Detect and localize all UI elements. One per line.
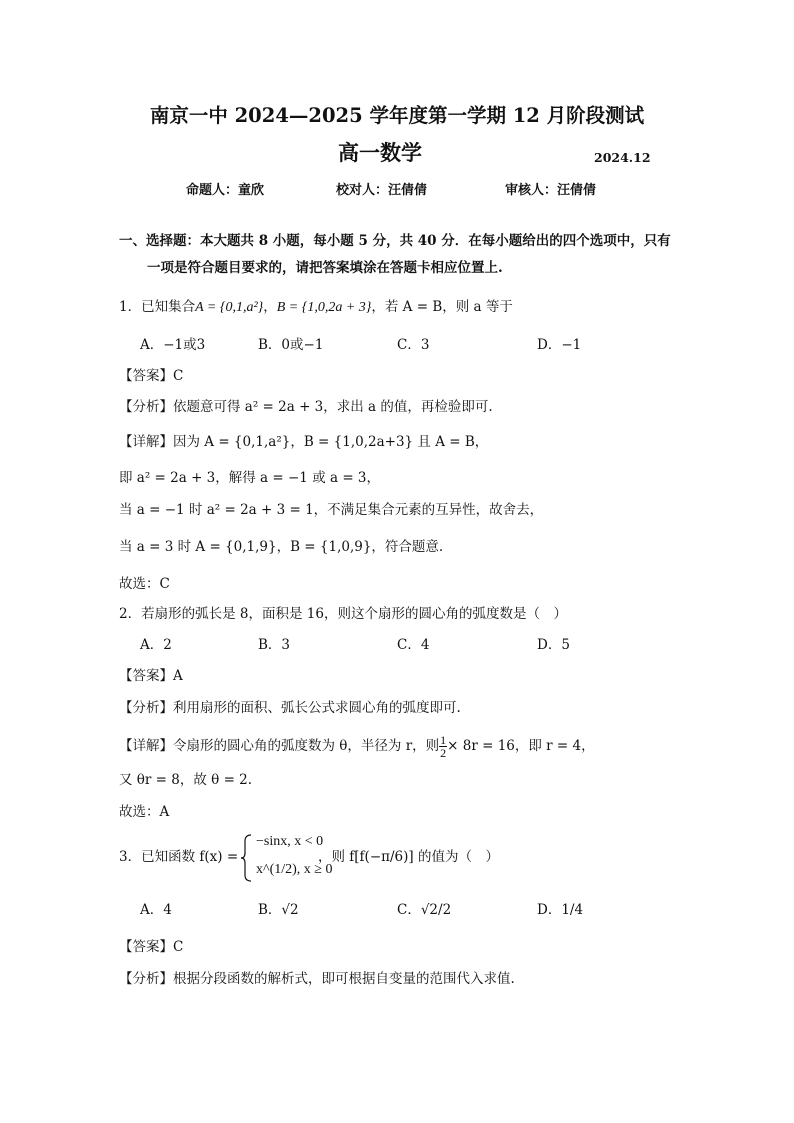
q1-set-a: A = {0,1,a²} [195,300,264,315]
q3-stem-prefix: 3．已知函数 f(x) = [119,849,239,865]
q1-option-d: D．−1 [537,337,582,353]
q2-analysis: 【分析】利用扇形的面积、弧长公式求圆心角的弧度即可. [119,700,461,716]
exam-date: 2024.12 [594,150,651,165]
q2-choice: 故选：A [119,804,170,820]
q3-option-c: C．√2/2 [397,902,452,918]
q3-piece-2: x^(1/2), x ≥ 0 [256,862,333,877]
q3-option-b: B．√2 [258,902,299,918]
q1-detail-2: 即 a² = 2a + 3，解得 a = −1 或 a = 3， [119,470,381,486]
q1-stem-prefix: 1．已知集合 [119,299,196,315]
q1-detail-4: 当 a = 3 时 A = {0,1,9}，B = {1,0,9}，符合题意. [119,539,444,555]
q2-stem: 2．若扇形的弧长是 8，面积是 16，则这个扇形的圆心角的弧度数是（ ） [119,606,567,622]
exam-subtitle: 高一数学 [338,140,422,165]
q1-sep: ， [263,299,277,315]
q2-detail-1 [119,734,595,759]
author-label: 命题人：童欣 [186,183,265,198]
q1-detail-3: 当 a = −1 时 a² = 2a + 3 = 1，不满足集合元素的互异性，故舍去， [119,502,544,518]
q1-stem [119,297,513,318]
q1-detail-1: 【详解】因为 A = {0,1,a²}，B = {1,0,2a+3} 且 A = B， [119,434,489,450]
q3-stem-mid: ，则 f[f(−π/6)] 的值为（ ） [318,849,499,865]
one-half-fraction: $\frac{1}{2}$ [440,733,447,760]
q1-analysis: 【分析】依题意可得 a² = 2a + 3，求出 a 的值，再检验即可. [119,399,493,415]
section-heading-line1: 一、选择题：本大题共 8 小题，每小题 5 分，共 40 分．在每小题给出的四个选项中，只有 [119,233,671,249]
q2-option-c: C．4 [397,637,430,653]
q2-answer: 【答案】A [119,668,183,684]
piecewise-brace-icon [240,833,254,883]
q1-option-b: B．0或−1 [258,337,324,353]
q2-option-d: D．5 [537,637,570,653]
q2-detail-1a: 【详解】令扇形的圆心角的弧度数为 θ，半径为 r，则 [119,738,440,754]
exam-title: 南京一中 2024—2025 学年度第一学期 12 月阶段测试 [149,104,645,127]
q3-piece-1: −sinx, x < 0 [256,834,324,849]
q3-answer: 【答案】C [119,939,184,955]
section-heading-line2: 一项是符合题目要求的，请把答案填涂在答题卡相应位置上. [147,260,503,276]
q3-option-d: D．1/4 [537,902,584,918]
q1-choice: 故选：C [119,576,170,592]
q1-set-b: B = {1,0,2a + 3} [276,300,372,315]
q2-detail-1b: × 8r = 16，即 r = 4， [447,738,595,754]
q1-option-a: A．−1或3 [140,337,206,353]
q1-answer: 【答案】C [119,368,184,384]
review-label: 审核人：汪倩倩 [505,183,597,198]
proof-label: 校对人：汪倩倩 [336,183,428,198]
q1-option-c: C．3 [397,337,430,353]
q2-detail-2: 又 θr = 8，故 θ = 2. [119,772,253,788]
q3-analysis: 【分析】根据分段函数的解析式，即可根据自变量的范围代入求值. [119,971,515,987]
q3-option-a: A．4 [140,902,172,918]
q2-option-a: A．2 [140,637,172,653]
q1-condition: ，若 A = B，则 a 等于 [371,299,513,315]
q2-option-b: B．3 [258,637,291,653]
